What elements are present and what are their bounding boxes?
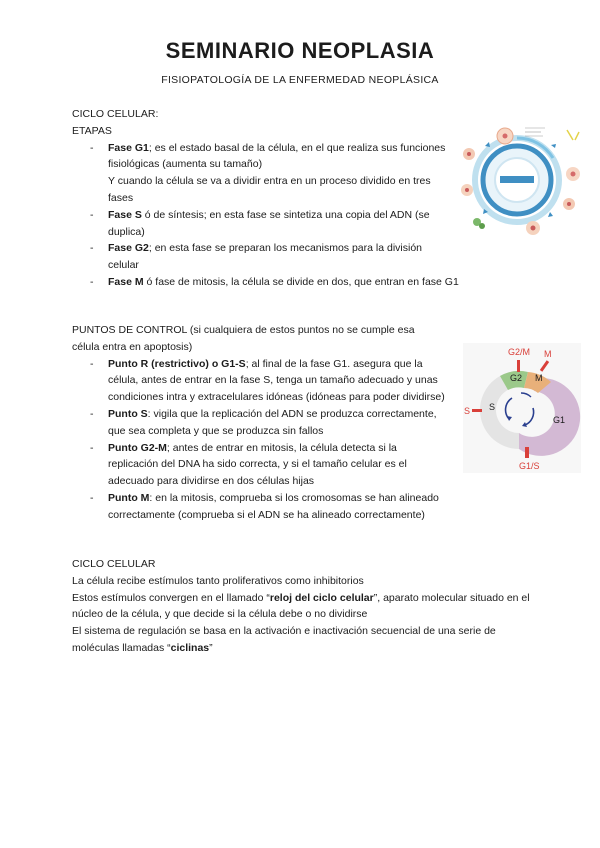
item-term: Fase G1 <box>108 141 149 154</box>
item-term: Fase M <box>108 275 144 288</box>
item-text: ; antes de entrar en mitosis, la célula detecta si la replicación del DNA ha sido correcta, y si el tamaño celular es el adecuado para dividirse en dos células hijas <box>108 441 407 488</box>
label-m: M <box>535 373 543 383</box>
cell-cycle-illustration <box>455 118 590 243</box>
section-puntos-control <box>72 322 447 524</box>
section-subheading: ETAPAS <box>72 124 112 137</box>
checkpoint-marker <box>472 409 482 412</box>
section-heading: CICLO CELULAR <box>72 558 156 570</box>
item-text: : vigila que la replicación del ADN se produzca correctamente, que sea completa y que se produzca sin fallos <box>108 407 437 437</box>
list-item <box>72 406 447 440</box>
text-run: ”, aparato molecular situado en el núcleo de la célula, y que decide si la célula debe o no dividirse <box>72 591 530 621</box>
label-s: S <box>489 402 496 412</box>
text-run: ” <box>209 641 213 654</box>
list-item <box>72 440 447 490</box>
text-run-bold: reloj del ciclo celular <box>269 591 374 604</box>
text-run: Estos estímulos convergen en el llamado “ <box>72 591 270 604</box>
section-ciclo-celular <box>72 556 532 657</box>
item-text: ó fase de mitosis, la célula se divide en dos, que entran en fase G1 <box>143 275 459 288</box>
item-term: Fase G2 <box>108 242 149 255</box>
item-extra: Y cuando la célula se va a dividir entra en un proceso dividido en tres fases <box>108 175 431 204</box>
label-g1s: G1/S <box>519 461 540 471</box>
item-text: : en la mitosis, comprueba si los cromosomas se han alineado correctamente (comprueba si el ADN se ha alineado correctamente) <box>108 491 439 521</box>
document-subtitle: FISIOPATOLOGÍA DE LA ENFERMEDAD NEOPLÁSICA <box>161 74 439 86</box>
list-item <box>72 207 447 241</box>
item-term: Punto R (restrictivo) o G1-S <box>108 357 246 370</box>
text-run: El sistema de regulación se basa en la activación e inactivación secuencial de una serie de moléculas llamadas “ <box>72 625 496 654</box>
phase-list <box>72 140 459 291</box>
checkpoint-cycle-diagram <box>463 343 581 473</box>
paragraph <box>72 623 532 657</box>
list-item <box>72 240 447 274</box>
label-g2m: G2/M <box>508 347 531 357</box>
item-text: ; al final de la fase G1. asegura que la célula, antes de entrar en la fase S, tenga un tamaño adecuado y unas condiciones intra y extracelulares idóneas (idóneas para poder dividirse) <box>108 357 445 404</box>
item-term: Punto G2-M <box>108 441 167 454</box>
item-text: ó de síntesis; en esta fase se sintetiza una copia del ADN (se duplica) <box>108 208 430 238</box>
checkpoint-marker <box>525 447 529 458</box>
item-text: ; es el estado basal de la célula, en el que realiza sus funciones fisiológicas (aumenta su tamaño) <box>108 141 446 171</box>
list-item <box>72 490 508 524</box>
item-text: ; en esta fase se preparan los mecanismos para la división celular <box>108 242 423 272</box>
paragraph <box>72 590 532 624</box>
section-heading: PUNTOS DE CONTROL (si cualquiera de estos puntos no se cumple esa célula entra en apoptosis) <box>72 324 415 353</box>
list-item <box>72 274 528 291</box>
item-term: Fase S <box>108 208 142 221</box>
list-item <box>72 140 447 207</box>
section-heading: CICLO CELULAR: <box>72 108 159 120</box>
label-m-checkpoint: M <box>544 349 552 359</box>
text-run-bold: ciclinas <box>170 641 210 654</box>
list-item <box>72 356 447 406</box>
document-title: SEMINARIO NEOPLASIA <box>165 38 435 63</box>
label-g2: G2 <box>510 373 523 383</box>
section-etapas <box>72 106 459 291</box>
paragraph: La célula recibe estímulos tanto proliferativos como inhibitorios <box>72 574 364 587</box>
label-g1: G1 <box>553 415 566 425</box>
item-term: Punto S <box>108 407 148 420</box>
item-term: Punto M <box>108 491 150 504</box>
checkpoint-marker <box>517 360 520 372</box>
checkpoint-list <box>72 356 447 524</box>
label-s-checkpoint: S <box>464 406 471 416</box>
